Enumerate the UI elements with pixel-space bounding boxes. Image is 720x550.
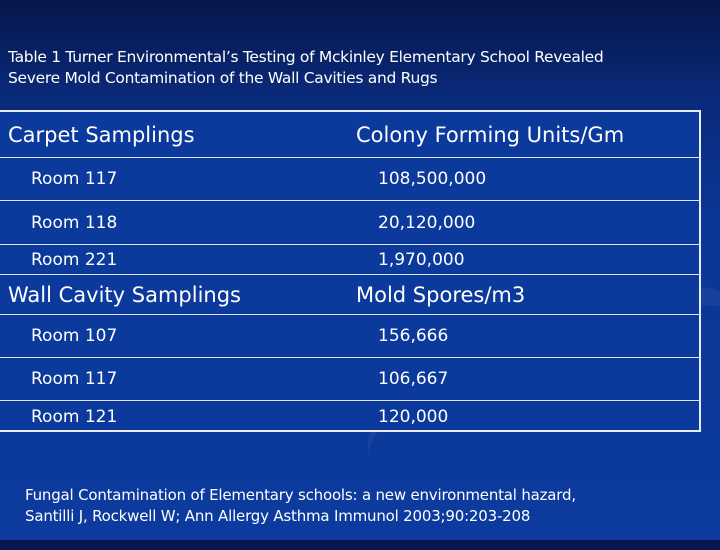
header-cell: Colony Forming Units/Gm xyxy=(356,122,625,147)
citation-line: Santilli J, Rockwell W; Ann Allergy Asthma Immunol 2003;90:203-208 xyxy=(25,507,531,525)
carpet-header-row xyxy=(0,112,699,158)
wall-header-row xyxy=(0,275,699,315)
table-row xyxy=(0,245,699,275)
value-cell: 108,500,000 xyxy=(378,169,487,189)
citation-line: Fungal Contamination of Elementary schools: a new environmental hazard, xyxy=(25,486,576,504)
table-row xyxy=(0,158,699,201)
room-cell: Room 117 xyxy=(31,169,118,189)
slide-title xyxy=(8,47,603,89)
value-cell: 106,667 xyxy=(378,369,449,389)
mold-table xyxy=(0,110,701,432)
value-cell: 1,970,000 xyxy=(378,249,465,270)
room-cell: Room 121 xyxy=(31,406,118,427)
room-cell: Room 221 xyxy=(31,249,118,270)
header-cell: Mold Spores/m3 xyxy=(356,282,526,307)
room-cell: Room 117 xyxy=(31,369,118,389)
value-cell: 156,666 xyxy=(378,326,449,346)
header-cell: Carpet Samplings xyxy=(8,122,195,147)
header-cell: Wall Cavity Samplings xyxy=(8,282,241,307)
title-line: Severe Mold Contamination of the Wall Cavities and Rugs xyxy=(8,69,438,87)
table-row xyxy=(0,201,699,245)
table-row xyxy=(0,401,699,432)
table-row xyxy=(0,315,699,358)
citation xyxy=(25,485,576,527)
table-row xyxy=(0,358,699,401)
value-cell: 20,120,000 xyxy=(378,212,476,233)
room-cell: Room 118 xyxy=(31,212,118,233)
value-cell: 120,000 xyxy=(378,406,449,427)
title-line: Table 1 Turner Environmental’s Testing of Mckinley Elementary School Revealed xyxy=(8,48,604,66)
room-cell: Room 107 xyxy=(31,326,118,346)
